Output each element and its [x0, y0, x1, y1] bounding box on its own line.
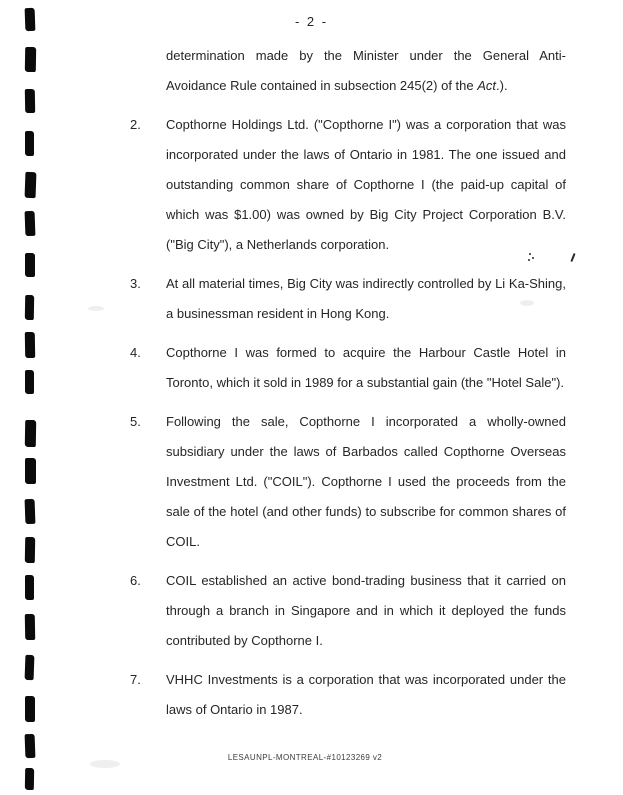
paragraph-text: At all material times, Big City was indirectly controlled by Li Ka-Shing, a businessman resident in Hong Kong.: [166, 276, 566, 321]
paragraph-continuation: [130, 41, 566, 101]
binding-mark: [25, 89, 35, 113]
scan-smudge: [88, 306, 104, 311]
paragraph-text: Copthorne I was formed to acquire the Harbour Castle Hotel in Toronto, which it sold in 1989 for a substantial gain (the "Hotel Sale").: [166, 345, 566, 390]
binding-rail: [0, 0, 50, 795]
binding-mark: [25, 768, 34, 790]
document-id-footer: LESAUNPL-MONTREAL-#10123269 v2: [227, 753, 383, 762]
item-number: 6.: [130, 573, 141, 588]
binding-mark: [25, 696, 35, 722]
list-item-5: [130, 407, 566, 557]
paragraph-text-post: .).: [496, 78, 508, 93]
list-item-3: [130, 269, 566, 329]
paragraph-text-italic: Act: [477, 78, 497, 93]
page-number: - 2 -: [294, 14, 329, 29]
binding-mark: [25, 655, 35, 680]
binding-mark: [25, 420, 36, 447]
item-number: 2.: [130, 117, 141, 132]
binding-mark: [25, 575, 34, 600]
list-item-4: [130, 338, 566, 398]
item-number: 4.: [130, 345, 141, 360]
paragraph-text-pre: determination made by the Minister under the General Anti-Avoidance Rule contained in subsection 245(2) of the: [166, 48, 566, 93]
binding-mark: [25, 614, 35, 640]
binding-mark: [25, 131, 34, 156]
scan-artifact: [570, 253, 575, 262]
list-item-2: [130, 110, 566, 260]
item-number: 3.: [130, 276, 141, 291]
binding-mark: [25, 458, 36, 484]
binding-mark: [25, 253, 35, 277]
paragraph-text: [166, 41, 566, 101]
binding-mark: [25, 537, 35, 563]
scan-artifact: [528, 259, 530, 261]
paragraph-text: VHHC Investments is a corporation that was incorporated under the laws of Ontario in 1987.: [166, 672, 566, 717]
paragraph-text: Copthorne Holdings Ltd. ("Copthorne I") was a corporation that was incorporated under the laws of Ontario in 1981. The one issued and outstanding common share of Copthorne I (the paid-up capital of which was $1.00) was owned by Big City Project Corporation B.V. ("Big City"), a Netherlands corporation.: [166, 117, 566, 252]
scan-artifact: [529, 253, 531, 255]
binding-mark: [25, 332, 35, 358]
list-item-7: [130, 665, 566, 725]
scan-smudge: [520, 300, 534, 306]
paragraph-text: Following the sale, Copthorne I incorporated a wholly-owned subsidiary under the laws of Barbados called Copthorne Overseas Investment Ltd. ("COIL"). Copthorne I used the proceeds from the sale of the hotel (and other funds) to subscribe for common shares of COIL.: [166, 414, 566, 549]
binding-mark: [25, 172, 37, 198]
binding-mark: [25, 295, 34, 320]
paragraph-text: COIL established an active bond-trading business that it carried on through a branch in Singapore and in which it deployed the funds contributed by Copthorne I.: [166, 573, 566, 648]
list-item-6: [130, 566, 566, 656]
document-body: [130, 41, 566, 734]
item-number: [130, 41, 166, 101]
binding-mark: [25, 47, 36, 72]
item-number: 7.: [130, 672, 141, 687]
scan-artifact: [532, 257, 534, 259]
binding-mark: [25, 499, 36, 524]
item-number: 5.: [130, 414, 141, 429]
binding-mark: [25, 211, 36, 236]
binding-mark: [25, 370, 34, 394]
